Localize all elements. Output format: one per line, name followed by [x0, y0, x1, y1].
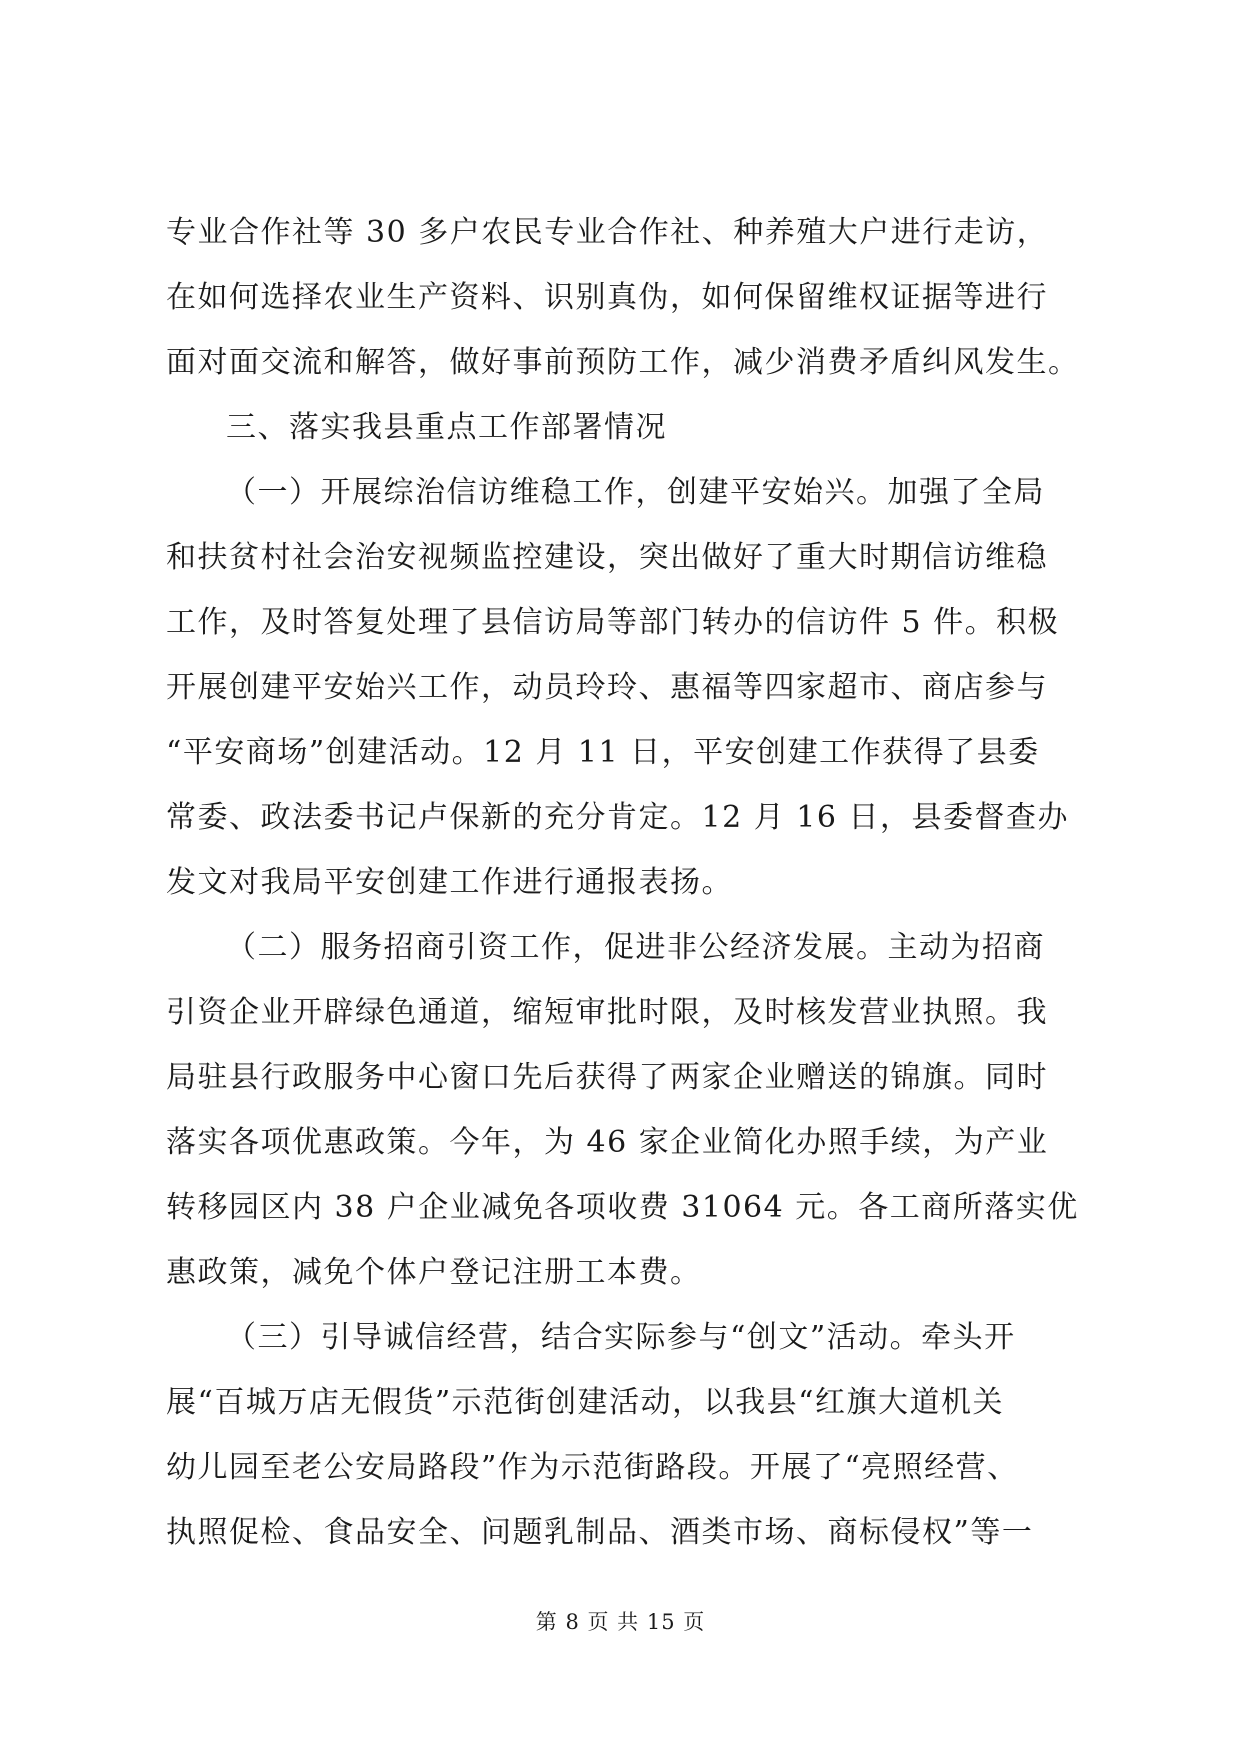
- heading-line: 三、落实我县重点工作部署情况: [226, 410, 667, 445]
- text-line: 在如何选择农业生产资料、识别真伪，如何保留维权证据等进行: [166, 280, 1048, 315]
- text-line: （二）服务招商引资工作，促进非公经济发展。主动为招商: [226, 930, 1045, 965]
- text-line: 展“百城万店无假货”示范街创建活动，以我县“红旗大道机关: [166, 1385, 1005, 1420]
- text-line: “平安商场”创建活动。12 月 11 日，平安创建工作获得了县委: [166, 735, 1040, 770]
- text-line: 执照促检、食品安全、问题乳制品、酒类市场、商标侵权”等一: [166, 1515, 1034, 1550]
- text-line: 常委、政法委书记卢保新的充分肯定。12 月 16 日，县委督查办: [166, 800, 1069, 835]
- text-line: 局驻县行政服务中心窗口先后获得了两家企业赠送的锦旗。同时: [166, 1060, 1048, 1095]
- text-line: 专业合作社等 30 多户农民专业合作社、种养殖大户进行走访，: [166, 215, 1049, 250]
- text-line: 引资企业开辟绿色通道，缩短审批时限，及时核发营业执照。我: [166, 995, 1048, 1030]
- page-footer: 第 8 页 共 15 页: [535, 1610, 706, 1634]
- text-line: 工作，及时答复处理了县信访局等部门转办的信访件 5 件。积极: [166, 605, 1060, 640]
- text-line: 开展创建平安始兴工作，动员玲玲、惠福等四家超市、商店参与: [166, 670, 1048, 705]
- text-line: 幼儿园至老公安局路段”作为示范街路段。开展了“亮照经营、: [166, 1450, 1019, 1485]
- text-line: 惠政策，减免个体户登记注册工本费。: [166, 1255, 702, 1290]
- text-line: 转移园区内 38 户企业减免各项收费 31064 元。各工商所落实优: [166, 1190, 1079, 1225]
- document-body: [166, 200, 1086, 1565]
- text-line: 发文对我局平安创建工作进行通报表扬。: [166, 865, 733, 900]
- paragraph-item-3: [166, 1305, 1086, 1565]
- paragraph-item-1: [166, 460, 1086, 915]
- text-line: 落实各项优惠政策。今年，为 46 家企业简化办照手续，为产业: [166, 1125, 1049, 1160]
- text-line: （一）开展综治信访维稳工作，创建平安始兴。加强了全局: [226, 475, 1045, 510]
- text-line: 和扶贫村社会治安视频监控建设，突出做好了重大时期信访维稳: [166, 540, 1048, 575]
- paragraph-continuation: [166, 200, 1086, 395]
- text-line: 面对面交流和解答，做好事前预防工作，减少消费矛盾纠风发生。: [166, 345, 1080, 380]
- text-line: （三）引导诚信经营，结合实际参与“创文”活动。牵头开: [226, 1320, 1016, 1355]
- section-heading: [166, 395, 1086, 460]
- paragraph-item-2: [166, 915, 1086, 1305]
